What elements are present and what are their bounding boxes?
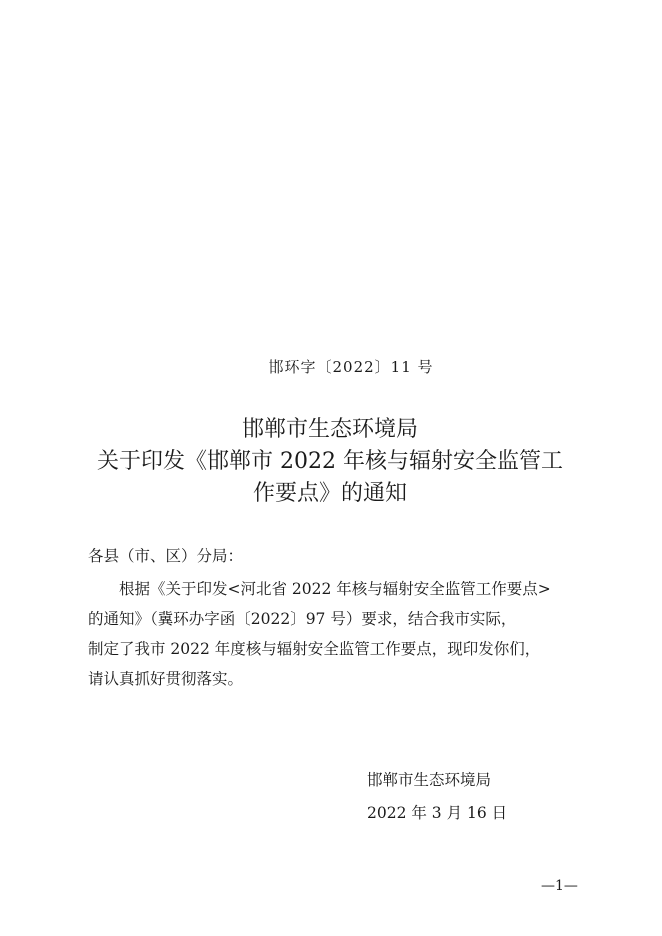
title-line-2: 关于印发《邯郸市 2022 年核与辐射安全监管工 (97, 449, 563, 474)
body-line-2: 的通知》（冀环办字函〔2022〕97 号）要求，结合我市实际， (88, 610, 517, 628)
title-line-3: 作要点》的通知 (252, 481, 407, 506)
salutation: 各县（市、区）分局： (88, 547, 244, 565)
signature-block (367, 764, 507, 830)
body-paragraph (88, 574, 588, 694)
signature-organization: 邯郸市生态环境局 (367, 771, 492, 789)
title-line-1: 邯郸市生态环境局 (241, 417, 418, 442)
document-number: 邯环字〔2022〕11 号 (268, 358, 434, 376)
page-number: —1— (541, 878, 578, 894)
document-title (80, 414, 580, 510)
signature-date: 2022 年 3 月 16 日 (367, 804, 508, 822)
body-line-1: 根据《关于印发<河北省 2022 年核与辐射安全监管工作要点> (119, 580, 551, 598)
body-line-4: 请认真抓好贯彻落实。 (88, 670, 244, 688)
body-line-3: 制定了我市 2022 年度核与辐射安全监管工作要点，现印发你们， (88, 640, 541, 658)
